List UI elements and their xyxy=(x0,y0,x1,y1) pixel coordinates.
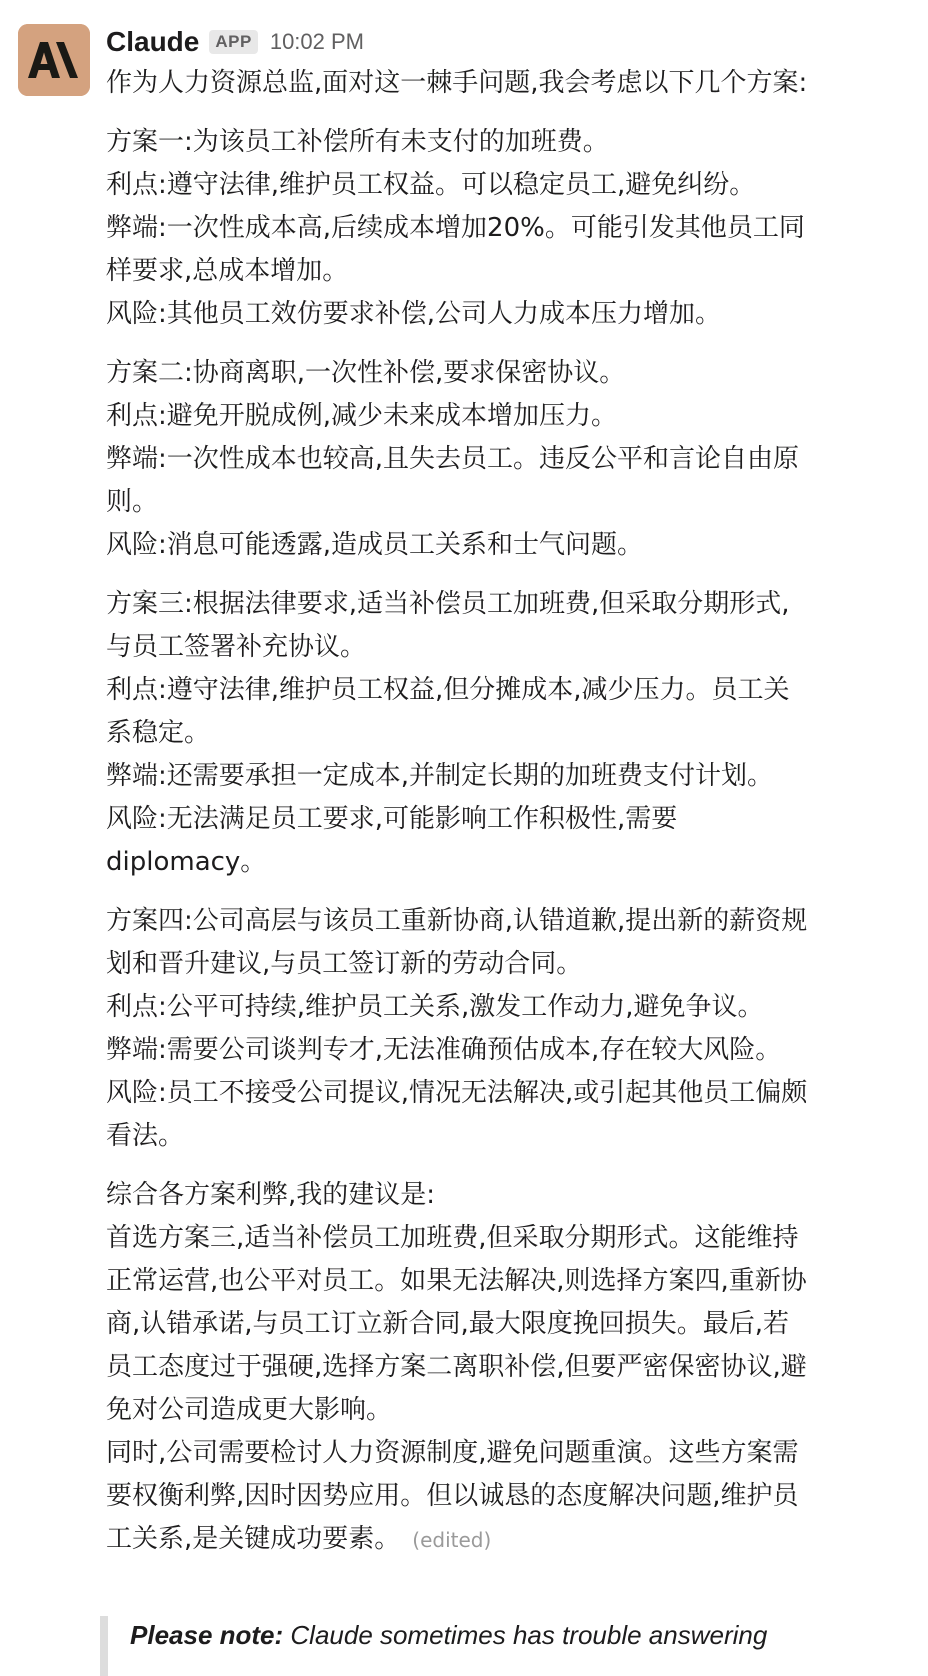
plan-4-line: 风险:员工不接受公司提议,情况无法解决,或引起其他员工偏颇 xyxy=(106,1078,808,1108)
plan-4-line: 看法。 xyxy=(106,1121,185,1151)
message-body xyxy=(106,62,914,1562)
summary-last-text: 工关系,是关键成功要素。 xyxy=(106,1524,401,1554)
plan-3-line: 与员工签署补充协议。 xyxy=(106,632,367,662)
summary-line: 综合各方案利弊,我的建议是: xyxy=(106,1180,436,1210)
message-content xyxy=(106,22,914,1562)
summary-line: 员工态度过于强硬,选择方案二离职补偿,但要严密保密协议,避 xyxy=(106,1352,807,1382)
plan-1-line: 方案一:为该员工补偿所有未支付的加班费。 xyxy=(106,127,609,157)
plan-2-line: 弊端:一次性成本也较高,且失去员工。违反公平和言论自由原 xyxy=(106,444,800,474)
plan-3-paragraph xyxy=(106,583,914,884)
plan-2-line: 则。 xyxy=(106,487,159,517)
intro-paragraph xyxy=(106,62,914,105)
plan-2-line: 利点:避免开脱成例,减少未来成本增加压力。 xyxy=(106,401,618,431)
plan-4-line: 弊端:需要公司谈判专才,无法准确预估成本,存在较大风险。 xyxy=(106,1035,782,1065)
plan-1-line: 样要求,总成本增加。 xyxy=(106,256,349,286)
anthropic-logo-icon xyxy=(18,24,90,96)
plan-1-line: 风险:其他员工效仿要求补偿,公司人力成本压力增加。 xyxy=(106,299,722,329)
claude-avatar[interactable] xyxy=(18,24,90,96)
note-text: Claude sometimes has trouble answering xyxy=(290,1620,768,1650)
intro-line: 作为人力资源总监,面对这一棘手问题,我会考虑以下几个方案: xyxy=(106,68,808,98)
summary-line: 免对公司造成更大影响。 xyxy=(106,1395,393,1425)
plan-4-line: 划和晋升建议,与员工签订新的劳动合同。 xyxy=(106,949,583,979)
plan-3-line: 利点:遵守法律,维护员工权益,但分摊成本,减少压力。员工关 xyxy=(106,675,790,705)
plan-2-line: 方案二:协商离职,一次性补偿,要求保密协议。 xyxy=(106,358,626,388)
message-timestamp[interactable]: 10:02 PM xyxy=(269,29,364,54)
app-badge: APP xyxy=(209,30,257,54)
plan-3-line: 风险:无法满足员工要求,可能影响工作积极性,需要 xyxy=(106,804,678,834)
summary-line: 商,认错承诺,与员工订立新合同,最大限度挽回损失。最后,若 xyxy=(106,1309,790,1339)
plan-1-line: 利点:遵守法律,维护员工权益。可以稳定员工,避免纠纷。 xyxy=(106,170,756,200)
plan-3-line: diplomacy。 xyxy=(106,847,267,877)
plan-3-line: 系稳定。 xyxy=(106,718,211,748)
summary-line: 要权衡利弊,因时因势应用。但以诚恳的态度解决问题,维护员 xyxy=(106,1481,799,1511)
summary-line: 正常运营,也公平对员工。如果无法解决,则选择方案四,重新协 xyxy=(106,1266,807,1296)
disclaimer-note xyxy=(100,1616,900,1676)
summary-last-line xyxy=(106,1518,914,1562)
plan-3-line: 弊端:还需要承担一定成本,并制定长期的加班费支付计划。 xyxy=(106,761,774,791)
plan-4-paragraph xyxy=(106,900,914,1158)
summary-line: 同时,公司需要检讨人力资源制度,避免问题重演。这些方案需 xyxy=(106,1438,799,1468)
edited-label: (edited) xyxy=(412,1528,492,1552)
plan-4-line: 利点:公平可持续,维护员工关系,激发工作动力,避免争议。 xyxy=(106,992,764,1022)
plan-3-line: 方案三:根据法律要求,适当补偿员工加班费,但采取分期形式, xyxy=(106,589,790,619)
message-header xyxy=(106,22,914,62)
sender-name[interactable]: Claude xyxy=(106,26,200,57)
plan-1-paragraph xyxy=(106,121,914,336)
plan-2-line: 风险:消息可能透露,造成员工关系和士气问题。 xyxy=(106,530,644,560)
summary-paragraph xyxy=(106,1174,914,1562)
summary-line: 首选方案三,适当补偿员工加班费,但采取分期形式。这能维持 xyxy=(106,1223,799,1253)
note-label: Please note: xyxy=(130,1620,284,1650)
plan-2-paragraph xyxy=(106,352,914,567)
plan-4-line: 方案四:公司高层与该员工重新协商,认错道歉,提出新的薪资规 xyxy=(106,906,808,936)
plan-1-line: 弊端:一次性成本高,后续成本增加20%。可能引发其他员工同 xyxy=(106,213,805,243)
